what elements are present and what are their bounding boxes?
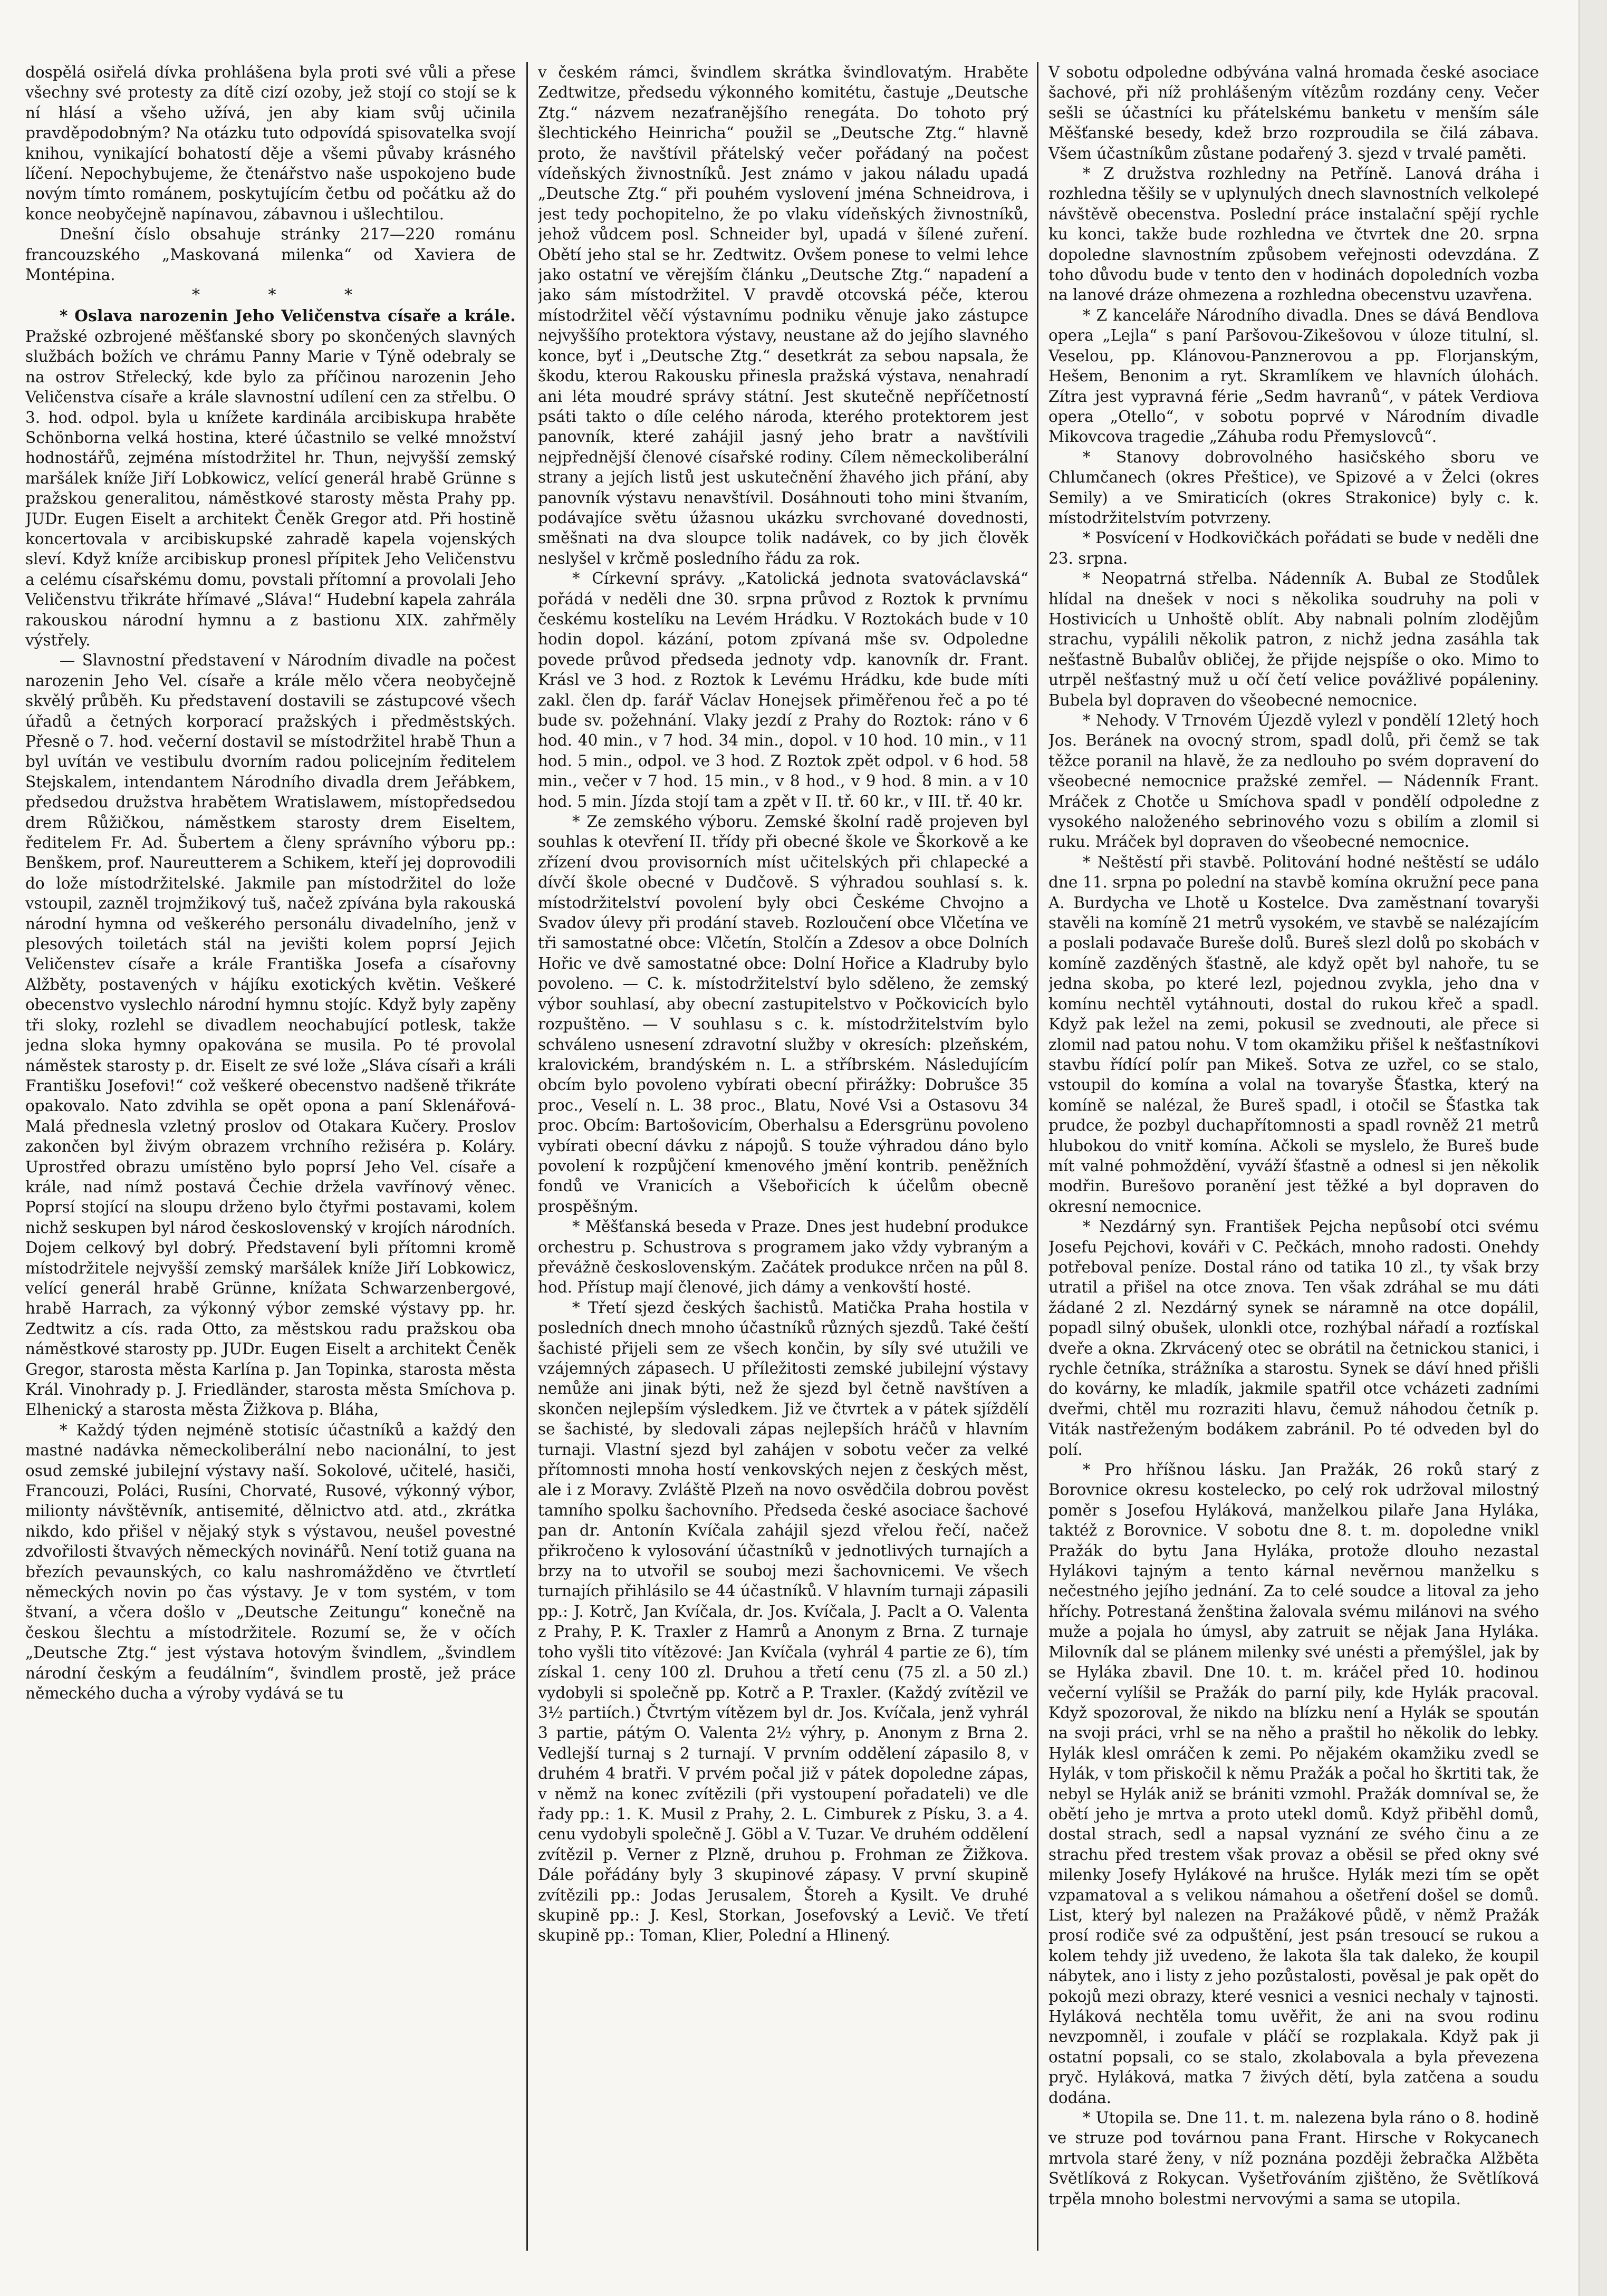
news-item: * Pro hříšnou lásku. Jan Pražák, 26 roků starý z Borovnice okresu kostelecko, po celý rok udržoval milostný poměr s Josefou Hyláková, manželkou pilaře Jana Hyláka, taktéž z Borovnice. V sobotu dne 8. t. m. dopoledne vnikl Pražák do bytu Jana Hyláka, protože dlouho nezastal Hylákovi tajným a tento kárnal nevěrnou manželku s nečestného jejího jednání. Za to celé soudce a litoval za jeho hříchy. Potrestaná ženština žalovala svému milánovi na svého muže a pojala ho úmysl, aby zatruit se nějak Jana Hyláka. Milovník dal se plánem milenky své unésti a přemýšlel, jak by se Hyláka zbavil. Dne 10. t. m. kráčel před 10. hodinou večerní vylíšil se Pražák do parní pily, kde Hylák pracoval. Když spozoroval, že nikdo na blízku není a Hylák se spoután na svoji práci, vrhl se na něho a praštil ho několik do lebky. Hylák klesl omráčen k zemi. Po nějakém okamžiku zvedl se Hylák, v tom přiskočil k němu Pražák a počal ho škrtiti tak, že nebyl se Hylák aniž se brániti vzmohl. Pražák domníval se, že obětí jeho je mrtva a proto utekl domů. Když přiběhl domů, dostal strach, sedl a napsal vyznání ze svého činu a ze strachu před trestem však provaz a oběsil se před okny své milenky Josefy Hylákové na hrušce. Hylák mezi tím se opět vzpamatoval a s velikou námahou a ošetření došel se domů. List, který byl nalezen na Pražákové půdě, v němž Pražák prosí rodiče své za odpuštění, jest psán tresoucí se rukou a kolem tehdy již uvedeno, že lakota šla tak daleko, že koupil nábytek, ano i listy z jeho pozůstalosti, pověsal je pak opět do pokojů mezi obrazy, které vesnici a vesnici nechaly v tajnosti. Hyláková nechtěla tomu uvěřit, že ani na svou rodinu nevzpomněl, i zoufale v pláčí se rozplakala. Když pak ji ostatní popsali, co se stalo, zkolabovala a byla převezena pryč. Hyláková, matka 7 živých dětí, byla zatčena a soudu dodána. <box>1048 1461 1539 2107</box>
news-item: * Nezdárný syn. František Pejcha nepůsobí otci svému Josefu Pejchovi, kováři v C. Pečkách, mnoho radosti. Onehdy potřeboval peníze. Dostal ráno od tatika 10 zl., ty však brzy utratil a přišel na otce znova. Ten však zdráhal se mu dáti žádané 2 zl. Nezdárný synek se náramně na otce dopálil, popadl silný obušek, ulonkli otce, rozhýbal nářadí a rozťískal dveře a okna. Zkrvácený otec se obrátil na četnickou stanici, i rychle četníka, strážníka a starostu. Synek se dáví hned přišli do kovárny, ke mladík, jakmile spatřil otce vcházeti zadními dveřmi, chtěl mu rozraziti hlavu, čemuž náhodou četník p. Viták nastřeženým bodákem zabránil. Po té odveden byl do polí. <box>1048 1218 1539 1459</box>
news-item: * Církevní správy. „Katolická jednota svatováclavská“ pořádá v neděli dne 30. srpna průvod z Roztok k prvnímu českému kostelíku na Levém Hrádku. V Roztokách bude v 10 hodin dopol. kázání, potom zpívaná mše sv. Odpoledne povede průvod předseda jednoty vdp. kanovník dr. Frant. Krásl ve 3 hod. z Roztok k Levému Hrádku, kde bude míti zakl. člen dp. farář Václav Honejsek přiměřenou řeč a po té bude sv. požehnání. Vlaky jezdí z Prahy do Roztok: ráno v 6 hod. 40 min., v 7 hod. 34 min., dopol. v 10 hod. 10 min., v 11 hod. 5 min., odpol. ve 3 hod. Z Roztok zpět odpol. v 6 hod. 58 min., večer v 7 hod. 15 min., v 8 hod., v 9 hod. 8 min. a v 10 hod. 5 min. Jízda stojí tam a zpět v II. tř. 60 kr., v III. tř. 40 kr. <box>538 570 1028 811</box>
news-item: — Slavnostní představení v Národním divadle na počest narozenin Jeho Vel. císaře a krále mělo včera neobyčejně skvělý průběh. Ku představení dostavili se zástupcové všech úřadů a četných korporací pražských i předměstských. Přesně o 7. hod. večerní dostavil se místodržitel hrabě Thun a byl uvítán ve vestibulu dvorním radou policejním ředitelem Stejskalem, intendantem Národního divadla drem Jeřábkem, předsedou družstva hrabětem Wratislawem, místopředsedou drem Růžičkou, náměstkem starosty drem Eiseltem, ředitelem Fr. Ad. Šubertem a členy správního výboru pp.: Benškem, prof. Naureutterem a Schikem, kteří jej doprovodili do lože místodržitelské. Jakmile pan místodržitel do lože vstoupil, zazněl trojmžikový tuš, načež zpívána byla rakouská národní hymna od veškerého personálu divadelního, jenž v plesových toiletách stál na jevišti kolem poprsí Jejich Veličenstev císaře a krále Františka Josefa a císařovny Alžběty, postavených v hájíku exotických květin. Veškeré obecenstvo vyslechlo národní hymnu stojíc. Když byly zapěny tři sloky, rozlehl se divadlem neochabující potlesk, takže jedna sloka hymny opakována se musila. Po té provolal náměstek starosty p. dr. Eiselt ze své lože „Sláva císaři a králi Františku Josefovi!“ což veškeré obecenstvo nadšeně třikráte opakovalo. Nato zdvihla se opět opona a paní Sklenářová-Malá přednesla vzletný proslov od Otakara Kučery. Proslov zakončen byl živým obrazem vrchního režiséra p. Koláry. Uprostřed obrazu umístěno bylo poprsí Jeho Vel. císaře a krále, nad nímž postavá Čechie držela vavřínový věnec. Poprsí stojící na sloupu drženo bylo čtyřmi postavami, kolem nichž seskupen byl národ československý v krojích národních. Dojem celkový byl dobrý. Představení byli přítomni kromě místodržitele nejvyšší zemský maršálek kníže Jiří Lobkowicz, velící generál hrabě Grünne, knížata Schwarzenbergové, hrabě Harrach, za výkonný výbor zemské výstavy pp. hr. Zedtwitz a cís. rada Otto, za městskou radu pražskou oba náměstkové starosty pp. JUDr. Eugen Eiselt a architekt Čeněk Gregor, starosta města Karlína p. Jan Topinka, starosta města Král. Vinohrady p. J. Friedländer, starosta města Smíchova p. Elhenický a starosta města Žižkova p. Bláha, <box>25 651 516 1419</box>
article-continuation: V sobotu odpoledne odbývána valná hromada české asociace šachové, při níž prohlášeným vítězům rozdány ceny. Večer sešli se účastníci ku přátelskému banketu v menším sále Měšťanské besedy, kdež brzo rozproudila se čilá zábava. Všem účastníkům zůstane podařený 3. sjezd v trvalé paměti. <box>1048 63 1539 162</box>
news-item: * Stanovy dobrovolného hasičského sboru ve Chlumčanech (okres Přeštice), ve Spizové a v Želci (okres Semily) a ve Smiraticích (okres Strakonice) byly c. k. místodržitelstvím potvrzeny. <box>1048 448 1539 527</box>
column-2 <box>538 62 1028 2266</box>
news-item: * Ze zemského výboru. Zemské školní radě projeven byl souhlas k otevření II. třídy při obecné škole ve Škorkově a ke zřízení dvou provisorních míst učitelských při chlapecké a dívčí škole obecné v Dudčově. S výhradou souhlasí s. k. místodržitelství povolení byly obci Českéme Chvojno a Svadov úlevy při prodání staveb. Rozloučení obce Vlčetína ve tři samostatné obce: Vlčetín, Stolčín a Zdesov a obce Dolních Hořic ve dvě samostatné obce: Dolní Hořice a Kladruby bylo povoleno. — C. k. místodržitelství bylo sděleno, že zemský výbor souhlasí, aby obecní zastupitelstvo v Počkovicích bylo rozpuštěno. — V souhlasu s c. k. místodržitelstvím bylo schváleno usnesení zdravotní služby v okresích: plzeňském, kralovickém, brandýském n. L. a stříbrském. Následujícím obcím bylo povoleno vybírati obecní přirážky: Dobrušce 35 proc., Veselí n. L. 38 proc., Blatu, Nové Vsi a Ostasovu 34 proc. Obcím: Bartošovicím, Oberhalsu a Edersgrünu povoleno vybírati obecní dávku z nápojů. S touže výhradou dáno bylo povolení k rozpůjčení kmenového jmění kontrib. peněžních fondů ve Vranicích a Všebořicích k účelům obecně prospěšným. <box>538 813 1028 1215</box>
column-rule-1 <box>526 62 528 2251</box>
article-continuation: dospělá osiřelá dívka prohlášena byla proti své vůli a přese všechny své protesty za dítě cizí ozoby, jež stojí co stojí se k ní hlásí a všeho užívá, jen aby kiam svůj učinila pravděpodobným? Na otázku tuto odpovídá spisovatelka svojí knihou, vynikající bohatostí děje a všemi půvaby krásného líčení. Nepochybujeme, že čtenářstvo naše uspokojeno bude novým tímto románem, poskytujícím četbu od počátku až do konce neobyčejně napínavou, zábavnou i ušlechtilou. <box>25 63 516 223</box>
news-item: * Každý týden nejméně stotisíc účastníků a každý den mastné nadávka německoliberální nebo nacionální, to jest osud zemské jubilejní výstavy naší. Sokolové, učitelé, hasiči, Francouzi, Poláci, Rusíni, Chorvaté, Rusové, výkonný výbor, milionty návštěvník, antisemité, dělnictvo atd. atd., zkrátka nikdo, kdo přišel v nějaký styk s výstavou, neušel povestné zdvořilosti štvavých německých novinářů. Není totiž guana na březích pevaunských, co kalu nashromážděno ve čtvrtletí německých novin po čas výstavy. Je v tom systém, v tom štvaní, a včera došlo v „Deutsche Zeitungu“ konečně na českou šlechtu a místodržitele. Rozumí se, že v očích „Deutsche Ztg.“ jest výstava hotovým švindlem, „švindlem národní českým a feudálním“, švindlem prostě, jež práce německého ducha a výroby vydává se tu <box>25 1421 516 1703</box>
news-item: * Třetí sjezd českých šachistů. Matička Praha hostila v posledních dnech mnoho účastníků různých sjezdů. Také čeští šachisté přijeli sem ze všech končin, by síly své utužili ve vzájemných zápasech. U příležitosti zemské jubilejní výstavy nemůže ani jinak býti, než že sjezd byl četně navštíven a skončen nejlepším výsledkem. Již ve čtvrtek a v pátek sjíždělí se šachisté, by sledovali zápas nejlepších hráčů v hlavním turnaji. Vlastní sjezd byl zahájen v sobotu večer za velké přítomnosti mnoha hostí venkovských nejen z českých měst, ale i z Moravy. Zvláště Plzeň na novo osvědčila dobrou pověst tamního spolku šachovního. Předseda české asociace šachové pan dr. Antonín Kvíčala zahájil sjezd vřelou řečí, načež přikročeno k vylosování účastníků v jednotlivých turnajích a brzy na to utvořil se souboj mezi šachovnicemi. Ve všech turnajích přihlásilo se 44 účastníků. V hlavním turnaji zápasili pp.: J. Kotrč, Jan Kvíčala, dr. Jos. Kvíčala, J. Paclt a O. Valenta z Prahy, P. K. Traxler z Hamrů a Anonym z Brna. Z turnaje toho vyšli tito vítězové: Jan Kvíčala (vyhrál 4 partie ze 6), tím získal 1. ceny 100 zl. Druhou a třetí cenu (75 zl. a 50 zl.) vydobyli si společně pp. Kotrč a P. Traxler. (Každý zvítězil ve 3½ partiích.) Čtvrtým vítězem byl dr. Jos. Kvíčala, jenž vyhrál 3 partie, pátým O. Valenta 2½ výhry, p. Anonym z Brna 2. Vedlejší turnaj s 2 turnají. V prvním oddělení zápasilo 8, v druhém 4 bratři. V prvém počal již v pátek dopoledne zápas, v němž na konec zvítězili (při vystoupení pořadateli) ve dle řady pp.: 1. K. Musil z Prahy, 2. L. Cimburek z Písku, 3. a 4. cenu vydobyli společně J. Göbl a V. Tuzar. Ve druhém oddělení zvítězil p. Verner z Plzně, druhou p. Frohman ze Žižkova. Dále pořádány byly 3 skupinové zápasy. V první skupině zvítězili pp.: Jodas Jerusalem, Štoreh a Kysilt. Ve druhé skupině pp.: J. Kesl, Storkan, Josefovský a Levič. Ve třetí skupině pp.: Toman, Klier, Polední a Hlinený. <box>538 1298 1028 1945</box>
news-item: * Měšťanská beseda v Praze. Dnes jest hudební produkce orchestru p. Schustrova s programem jako vždy vybraným a převážně československým. Začátek produkce nrčen na půl 8. hod. Přístup mají členové, jich dámy a venkovští hosté. <box>538 1218 1028 1297</box>
news-item: * Neštěstí při stavbě. Politování hodné neštěstí se událo dne 11. srpna po polední na stavbě komína okružní pece pana A. Burdycha ve Lhotě u Kostelce. Dva zaměstnaní tovaryši stavěli na komíně 21 metrů vysokém, ve stavbě se nalézajícím a poslali podavače Bureše dolů. Bureš slezl dolů po skobách v komíně zazděných šťastně, ale když opět byl nahoře, tu se jedna skoba, po které lezl, pojednou zvykla, jeho dna v komínu nechtěl vytáhnouti, dostal do rukou křeč a spadl. Když pak ležel na zemi, pokusil se zvednouti, ale přece si zlomil nad patou nohu. V tom okamžiku přišel k nešťastníkovi stavbu řídící polír pan Mikeš. Sotva ze uzřel, co se stalo, vstoupil do komína a volal na tovaryše Šťastka, který na komíně se nalézal, že Bureš spadl, i otočil se Šťastka tak prudce, že pozbyl duchapřítomnosti a spadl rovněž 21 metrů hlubokou do vnitř komína. Ačkoli se myslelo, že Bureš bude mít valné pohmoždění, vyváží šťastně a odnesl si jen několik modřin. Burešovo poranění jest těžké a byl dopraven do okresní nemocnice. <box>1048 853 1539 1215</box>
serial-notice: Dnešní číslo obsahuje stránky 217—220 románu francouzského „Maskovaná milenka“ od Xaviera de Montépina. <box>25 225 516 284</box>
column-rule-2 <box>1037 62 1038 2251</box>
news-item-body: Pražské ozbrojené měšťanské sbory po skončených slavných službách božích ve chrámu Panny Marie v Týně odebraly se na ostrov Střelecký, kde bylo za příčinou narozenin Jeho Veličenstva císaře a krále slavnostní udílení cen za střelbu. O 3. hod. odpol. byla u knížete kardinála arcibiskupa hraběte Schönborna velká hostina, které účastnilo se velké množství hodnostářů, zejména místodržitel hr. Thun, nejvyšší zemský maršálek kníže Jiří Lobkowicz, velící generál hrabě Grünne s pražskou generalitou, náměstkové starosty města Prahy pp. JUDr. Eugen Eiselt a architekt Čeněk Gregor atd. Při hostině koncertovala v arcibiskupské zahradě kapela vojenských sleví. Když kníže arcibiskup pronesl přípitek Jeho Veličenstvu a celému císařskému domu, povstali přítomní a provolali Jeho Veličenstvu třikráte hřímavé „Sláva!“ Hudební kapela zahrála rakouskou národní hymnu a z bastionu XIX. zahřměly výstřely. <box>25 327 516 649</box>
column-1 <box>25 62 516 2266</box>
news-item: * Z kanceláře Národního divadla. Dnes se dává Bendlova opera „Lejla“ s paní Paršovou-Zikešovou v úloze titulní, sl. Veselou, pp. Klánovou-Panznerovou a pp. Florjanským, Hešem, Benonim a ryt. Skramlíkem ve hlavních úlohách. Zítra jest vypravná férie „Sedm havranů“, v pátek Verdiova opera „Otello“, v sobotu poprvé v Národním divadle Mikovcova tragedie „Záhuba rodu Přemyslovců“. <box>1048 306 1539 446</box>
column-3 <box>1048 62 1539 2266</box>
article-continuation: v českém rámci, švindlem skrátka švindlovatým. Hraběte Zedtwitze, předsedu výkonného komitétu, častuje „Deutsche Ztg.“ názvem nezaťranějšího renegáta. Do tohoto prý šlechtického Heinricha“ použil se „Deutsche Ztg.“ hlavně proto, že navštívil přátelský večer pořádaný na počest vídeňských živnostníků. Jest známo v jakou náladu upadá „Deutsche Ztg.“ při pouhém vyslovení jména Schneidrova, i jest tedy pochopitelno, že po vlaku vídeňských živnostníků, jehož vůdcem posl. Schneider byl, upadá v šílené zuření. Obětí jeho stal se hr. Zedtwitz. Ovšem ponese to velmi lehce jako ostatní ve věrejším článku „Deutsche Ztg.“ napadení a jako sám místodržitel. V pravdě otcovská péče, kterou místodržitel věčí výstavnímu podniku věnuje jako zástupce nejvyššího protektora výstavy, neustane až do jejího slavného konce, byť i „Deutsche Ztg.“ desetkrát za sebou napsala, že škodu, kterou Rakousku přinesla pražská výstava, nenahradí ani léta moudré správy státní. Jest skutečně nepříčetností psáti takto o díle celého národa, kterého protektorem jest panovník, které zahájil jasný jeho bratr a navštívili nejpřednější členové císařské rodiny. Cílem německoliberální strany a jejích listů jest uskutečnění žhavého jich přání, aby panovník výstavu nenavštívil. Dosáhnouti toho mini štvaním, podávajíce světu úžasnou ukázku svrchované dovednosti, směšnati na dva sloupce tolik nadávek, co by jich člověk neslyšel v krčmě posledního řádu za rok. <box>538 63 1028 567</box>
news-item <box>25 306 516 650</box>
news-item: * Utopila se. Dne 11. t. m. nalezena byla ráno o 8. hodině ve struze pod továrnou pana Frant. Hirsche v Rokycanech mrtvola staré ženy, v níž poznána později žebračka Alžběta Světlíková z Rokycan. Vyšetřováním zjištěno, že Světlíková trpěla mnoho bolestmi nervovými a sama se utopila. <box>1048 2109 1539 2208</box>
news-item: * Z družstva rozhledny na Petříně. Lanová dráha i rozhledna těšily se v uplynulých dnech slavnostních velkolepé návštěvě obecenstva. Poslední práce instalační spějí rychle ku konci, takže bude rozhledna ve čtvrtek dne 20. srpna dopoledne slavnostním způsobem veřejnosti odevzdána. Z toho důvodu bude v tento den v hodinách dopoledních vozba na lanové dráze ohmezena a rozhledna obecenstvu uzavřena. <box>1048 165 1539 304</box>
news-item-head: * Oslava narozenin Jeho Veličenstva císaře a krále. <box>59 306 516 325</box>
news-item: * Posvícení v Hodkovičkách pořádati se bude v neděli dne 23. srpna. <box>1048 529 1539 567</box>
section-stars: * * * <box>191 286 384 305</box>
page-margin <box>1579 0 1607 2296</box>
news-item: * Neopatrná střelba. Nádenník A. Bubal ze Stodůlek hlídal na dnešek v noci s několika soudruhy na poli v Hostivicích u Unhoště oblít. Aby nabnali polním zlodějům strachu, vypálili několik patron, z nichž jedna zasáhla tak nešťastně Bubalův obličej, že přijde nejspíše o oko. Mimo to utrpěl nešťastný muž u očí četí velice povážlivé popáleniny. Bubela byl dopraven do všeobecné nemocnice. <box>1048 570 1539 709</box>
news-item: * Nehody. V Trnovém Újezdě vylezl v pondělí 12letý hoch Jos. Beránek na ovocný strom, spadl dolů, při čemž se tak těžce poranil na hlavě, že za nedlouho po svém dopravení do všeobecné nemocnice pražské zemřel. — Nádenník Frant. Mráček z Chotče u Smíchova spadl v pondělí odpoledne z vysokého naloženého sebrinového vozu s obilím a zlomil si ruku. Mráček byl dopraven do všeobecné nemocnice. <box>1048 711 1539 851</box>
